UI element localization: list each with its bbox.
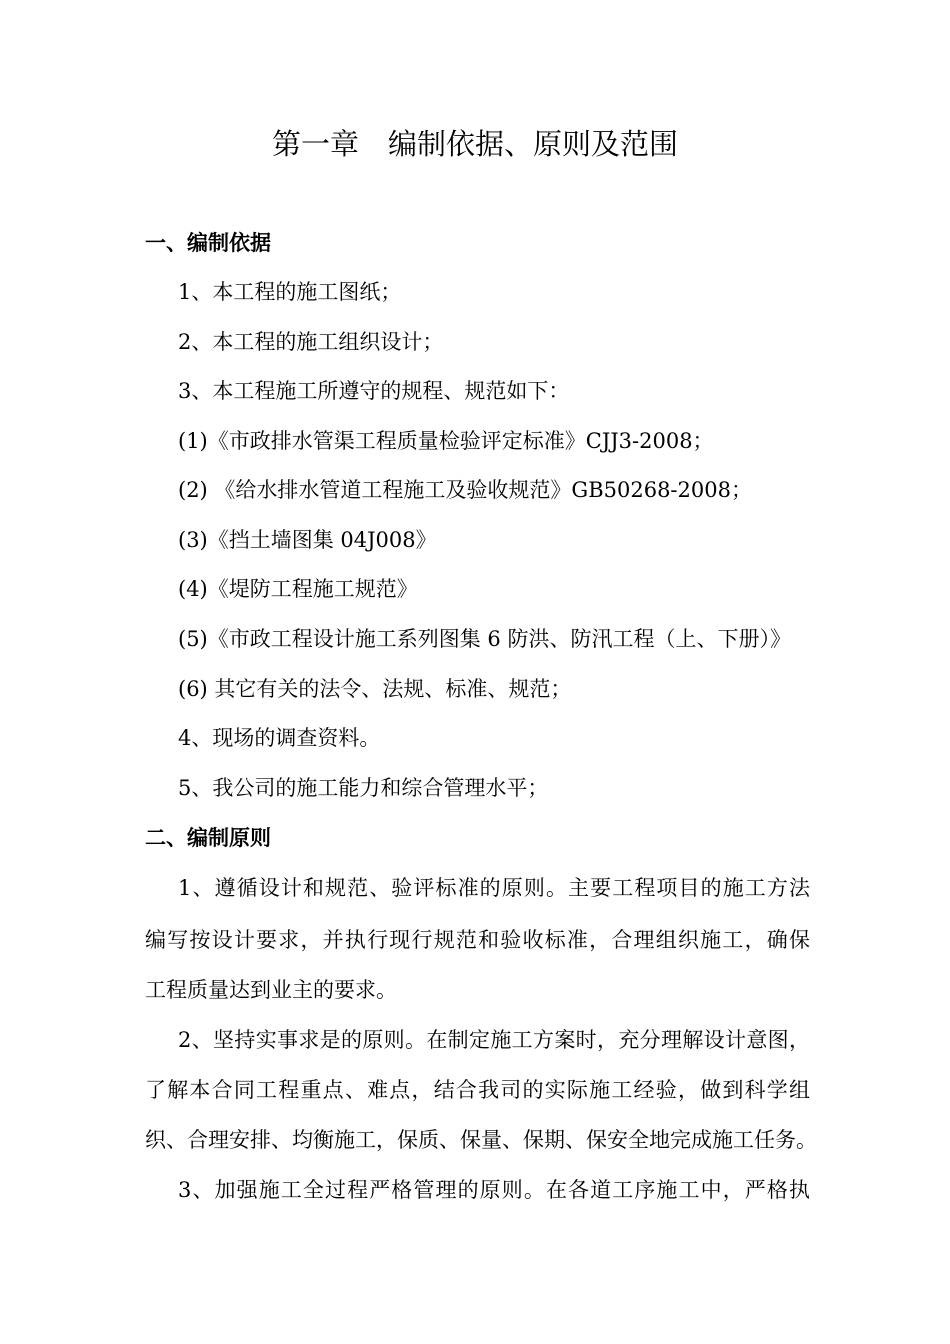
paragraph-line: 了解本合同工程重点、难点，结合我司的实际施工经验，做到科学组 bbox=[145, 1078, 810, 1102]
list-item: (6) 其它有关的法令、法规、标准、规范； bbox=[178, 677, 572, 701]
chapter-title: 第一章 编制依据、原则及范围 bbox=[271, 127, 678, 161]
paragraph-line: 1、遵循设计和规范、验评标准的原则。主要工程项目的施工方法 bbox=[178, 876, 810, 900]
list-item: 5、我公司的施工能力和综合管理水平； bbox=[178, 776, 549, 800]
section-heading-principles: 二、编制原则 bbox=[145, 826, 271, 850]
list-item: 1、本工程的施工图纸； bbox=[178, 280, 402, 304]
list-item: (5)《市政工程设计施工系列图集 6 防洪、防汛工程（上、下册）》 bbox=[178, 627, 791, 651]
list-item: 3、本工程施工所遵守的规程、规范如下： bbox=[178, 379, 570, 403]
section-heading-basis: 一、编制依据 bbox=[145, 231, 271, 255]
list-item: 4、现场的调查资料。 bbox=[178, 726, 381, 750]
list-item: 2、本工程的施工组织设计； bbox=[178, 330, 444, 354]
list-item: (4)《堤防工程施工规范》 bbox=[178, 577, 418, 601]
paragraph-line: 2、坚持实事求是的原则。在制定施工方案时，充分理解设计意图， bbox=[178, 1028, 810, 1052]
list-item: (2) 《给水排水管道工程施工及验收规范》GB50268-2008； bbox=[178, 478, 752, 502]
paragraph-line: 编写按设计要求，并执行现行规范和验收标准，合理组织施工，确保 bbox=[145, 928, 810, 952]
list-item: (1)《市政排水管渠工程质量检验评定标准》CJJ3-2008； bbox=[178, 429, 714, 453]
paragraph-line: 织、合理安排、均衡施工，保质、保量、保期、保安全地完成施工任务。 bbox=[145, 1128, 817, 1152]
paragraph-line: 3、加强施工全过程严格管理的原则。在各道工序施工中，严格执 bbox=[178, 1178, 810, 1202]
list-item: (3)《挡土墙图集 04J008》 bbox=[178, 528, 437, 552]
paragraph-line: 工程质量达到业主的要求。 bbox=[145, 978, 397, 1002]
